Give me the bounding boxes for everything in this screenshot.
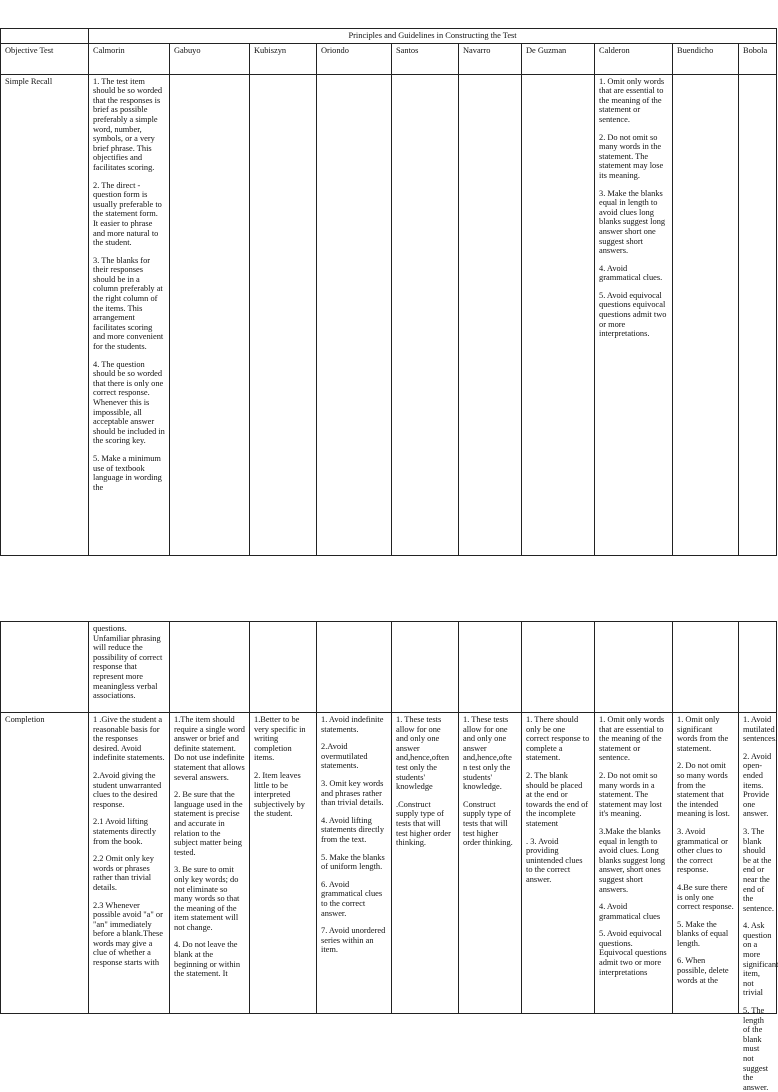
author-header-calmorin: Calmorin [89, 43, 170, 74]
completion-buendicho-cell: 1. Omit only significant words from the statement. 2. Do not omit so many words from the statement that the intended meaning is lost. 3. Avoid grammatical or other clues to the correct response. 4.Be sure there is only one correct response. 5. Make the blanks of equal length. 6. When possible, delete words at the [673, 713, 739, 1014]
recall-santos-cell [392, 74, 459, 555]
author-header-deguzman: De Guzman [522, 43, 595, 74]
recall-navarro-cell [459, 74, 522, 555]
author-header-gabuyo: Gabuyo [170, 43, 250, 74]
author-header-santos: Santos [392, 43, 459, 74]
recall-calderon-cell: 1. Omit only words that are essential to the meaning of the statement or sentence. 2. Do not omit so many words in the statement. The statement may lose its meaning. 3. Make the blanks equal in length to avoid clues long blanks suggest long answer short one suggest short answers. 4. Avoid grammatical clues. 5. Avoid equivocal questions equivocal questions admit two or more interpretations. [595, 74, 673, 555]
author-header-buendicho: Buendicho [673, 43, 739, 74]
recall-gabuyo-cell [170, 74, 250, 555]
recall-deguzman-cell [522, 74, 595, 555]
guidelines-table-page1 [0, 28, 777, 556]
guidelines-table-page2 [0, 621, 778, 1092]
continuation-calmorin-cell: questions. Unfamiliar phrasing will reduce the possibility of correct response that represent more meaningless verbal associations. [89, 622, 170, 713]
row-label-completion: Completion [1, 713, 89, 1014]
completion-deguzman-cell: 1. There should only be one correct response to complete a statement. 2. The blank should be placed at the end or towards the end of the incomplete statement . 3. Avoid providing unintended clues to the correct answer. [522, 713, 595, 1014]
recall-buendicho-cell [673, 74, 739, 555]
author-header-navarro: Navarro [459, 43, 522, 74]
author-header-calderon: Calderon [595, 43, 673, 74]
recall-calmorin-cell: 1. The test item should be so worded that the responses is brief as possible preferably a simple word, number, symbols, or a very brief phrase. This objectifies and facilitates scoring. 2. The direct - question form is usually preferable to the statement form. It easier to phrase and more natural to the student. 3. The blanks for their responses should be in a column preferably at the right column of the items. This arrangement facilitates scoring and more convenient for the students. 4. The question should be so worded that there is only one correct response. Whenever this is impossible, all acceptable answer should be included in the scoring key. 5. Make a minimum use of textbook language in wording the [89, 74, 170, 555]
completion-santos-cell: 1. These tests allow for one and only one answer and,hence,often test only the students' knowledge .Construct supply type of tests that will test higher order thinking. [392, 713, 459, 1014]
objective-test-header: Objective Test [1, 43, 89, 74]
recall-oriondo-cell [317, 74, 392, 555]
completion-kubiszyn-cell: 1.Better to be very specific in writing completion items. 2. Item leaves little to be interpreted subjectively by the student. [250, 713, 317, 1014]
recall-kubiszyn-cell [250, 74, 317, 555]
continuation-label-cell [1, 622, 89, 713]
author-header-oriondo: Oriondo [317, 43, 392, 74]
completion-calderon-cell: 1. Omit only words that are essential to the meaning of the statement or sentence. 2. Do not omit so many words in a statement. The statement may lost it's meaning. 3.Make the blanks equal in length to avoid clues. Long blanks suggest long answer, short ones suggest short answers. 4. Avoid grammatical clues 5. Avoid equivocal questions. Equivocal questions admit two or more interpretations [595, 713, 673, 1014]
completion-navarro-cell: 1. These tests allow for one and only one answer and,hence,ofte n test only the students' knowledge. Construct supply type of tests that will test higher order thinking. [459, 713, 522, 1014]
completion-bobola-cell: 1. Avoid mutilated sentences. 2. Avoid open-ended items. Provide one answer. 3. The blank should be at the end or near the end of the sentence. 4. Ask question on a more significant item, not trivial 5. The length of the blank must not suggest the answer. [739, 713, 777, 1014]
blank-corner-cell [1, 29, 89, 44]
author-header-kubiszyn: Kubiszyn [250, 43, 317, 74]
table-title: Principles and Guidelines in Constructing the Test [89, 29, 777, 44]
row-label-simple-recall: Simple Recall [1, 74, 89, 555]
author-header-bobola: Bobola [739, 43, 777, 74]
recall-bobola-cell [739, 74, 777, 555]
completion-gabuyo-cell: 1.The item should require a single word answer or brief and definite statement. Do not use indefinite statement that allows several answers. 2. Be sure that the language used in the statement is precise and accurate in relation to the subject matter being tested. 3. Be sure to omit only key words; do not eliminate so many words so that the meaning of the item statement will not change. 4. Do not leave the blank at the beginning or within the statement. It [170, 713, 250, 1014]
completion-oriondo-cell: 1. Avoid indefinite statements. 2.Avoid overmutilated statements. 3. Omit key words and phrases rather than trivial details. 4. Avoid lifting statements directly from the text. 5. Make the blanks of uniform length. 6. Avoid grammatical clues to the correct answer. 7. Avoid unordered series within an item. [317, 713, 392, 1014]
completion-calmorin-cell: 1 .Give the student a reasonable basis for the responses desired. Avoid indefinite statements. 2.Avoid giving the student unwarranted clues to the desired response. 2.1 Avoid lifting statements directly from the book. 2.2 Omit only key words or phrases rather than trivial details. 2.3 Whenever possible avoid "a" or "an" immediately before a blank.These words may give a clue of whether a response starts with [89, 713, 170, 1014]
